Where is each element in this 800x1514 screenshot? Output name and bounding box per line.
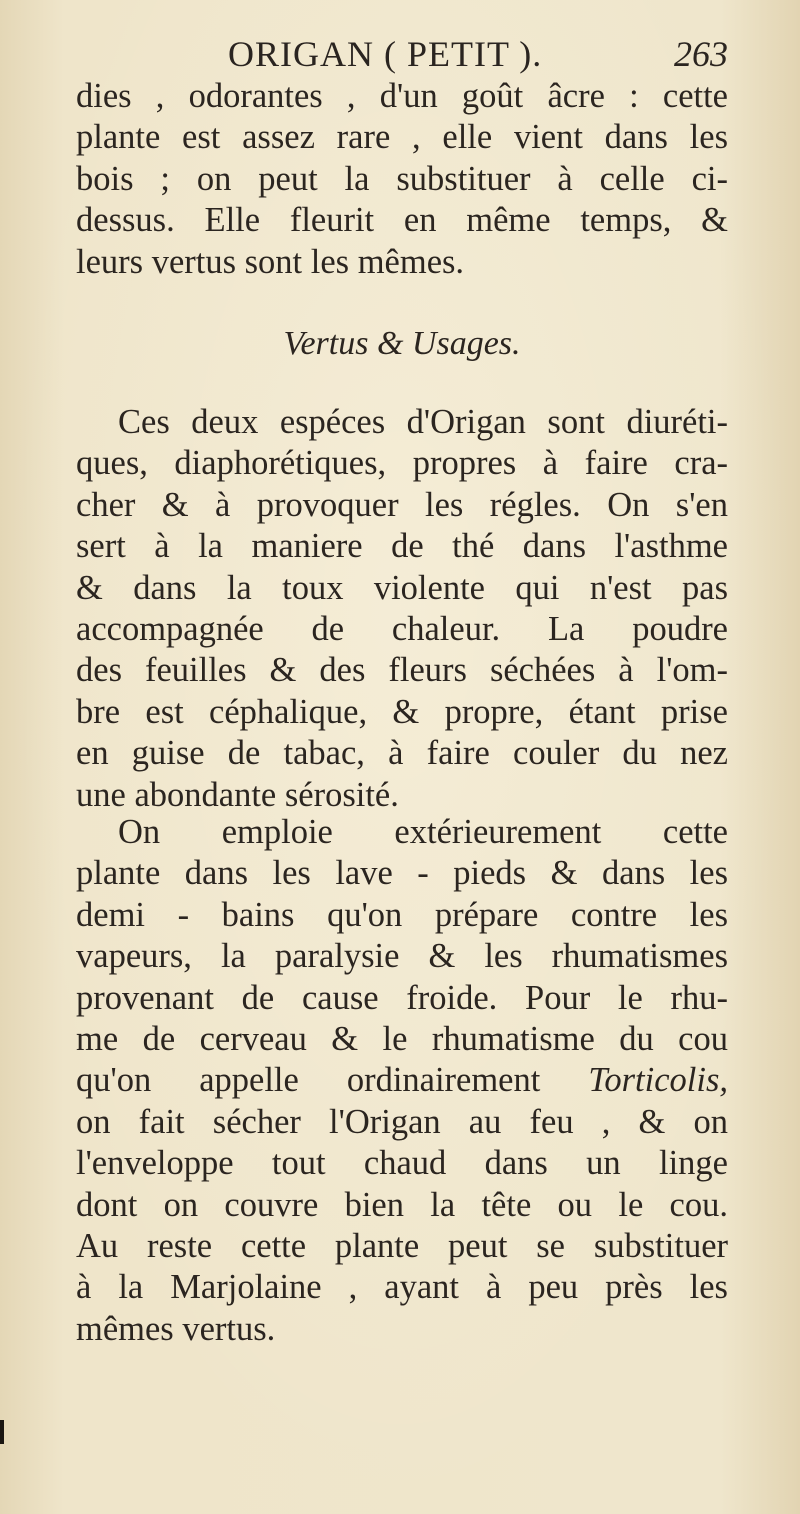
running-head: ORIGAN ( PETIT ). xyxy=(228,34,543,74)
section-heading: Vertus & Usages. xyxy=(283,325,521,362)
text-line: plante dans les lave - pieds & dans les xyxy=(76,854,728,893)
text-line: sert à la maniere de thé dans l'asthme xyxy=(76,527,728,566)
text-line: accompagnée de chaleur. La poudre xyxy=(76,609,728,648)
paragraph-continuation xyxy=(76,76,728,283)
text-line: bois ; on peut la substituer à celle ci- xyxy=(76,159,728,198)
text-line: on fait sécher l'Origan au feu , & on xyxy=(76,1102,728,1141)
text-line: dont on couvre bien la tête ou le cou. xyxy=(76,1185,728,1224)
paragraph-virtues xyxy=(76,402,728,816)
text-line: à la Marjolaine , ayant à peu près les xyxy=(76,1268,728,1307)
text-line: dies , odorantes , d'un goût âcre : cette xyxy=(76,77,728,115)
text-line: vapeurs, la paralysie & les rhumatismes xyxy=(76,937,728,976)
text-line: demi - bains qu'on prépare contre les xyxy=(76,895,728,934)
text-line: cher & à provoquer les régles. On s'en xyxy=(76,485,728,524)
page-number: 263 xyxy=(674,34,728,74)
text-line: ques, diaphorétiques, propres à faire cra- xyxy=(76,444,728,483)
text-line: On emploie extérieurement cette xyxy=(118,813,728,851)
text-line: & dans la toux violente qui n'est pas xyxy=(76,568,728,607)
text-line: Ces deux espéces d'Origan sont diuréti- xyxy=(118,403,728,441)
text-line: dessus. Elle fleurit en même temps, & xyxy=(76,201,728,240)
text-line: en guise de tabac, à faire couler du nez xyxy=(76,734,728,773)
text-line: provenant de cause froide. Pour le rhu- xyxy=(76,978,728,1017)
text-line: des feuilles & des fleurs séchées à l'om- xyxy=(76,651,728,690)
text-line: bre est céphalique, & propre, étant prise xyxy=(76,692,728,731)
text-line: qu'on appelle ordinairement Torticolis, xyxy=(76,1061,728,1100)
text-line: me de cerveau & le rhumatisme du cou xyxy=(76,1019,728,1058)
text-line: leurs vertus sont les mêmes. xyxy=(76,242,465,281)
paragraph-external-use xyxy=(76,812,728,1350)
text-line: mêmes vertus. xyxy=(76,1309,276,1348)
text-line: une abondante sérosité. xyxy=(76,775,399,814)
page-header xyxy=(228,32,728,76)
text-line: l'enveloppe tout chaud dans un linge xyxy=(76,1144,728,1183)
text-line: Au reste cette plante peut se substituer xyxy=(76,1226,728,1265)
binding-mark xyxy=(0,1420,4,1444)
text-line: plante est assez rare , elle vient dans les xyxy=(76,118,728,157)
